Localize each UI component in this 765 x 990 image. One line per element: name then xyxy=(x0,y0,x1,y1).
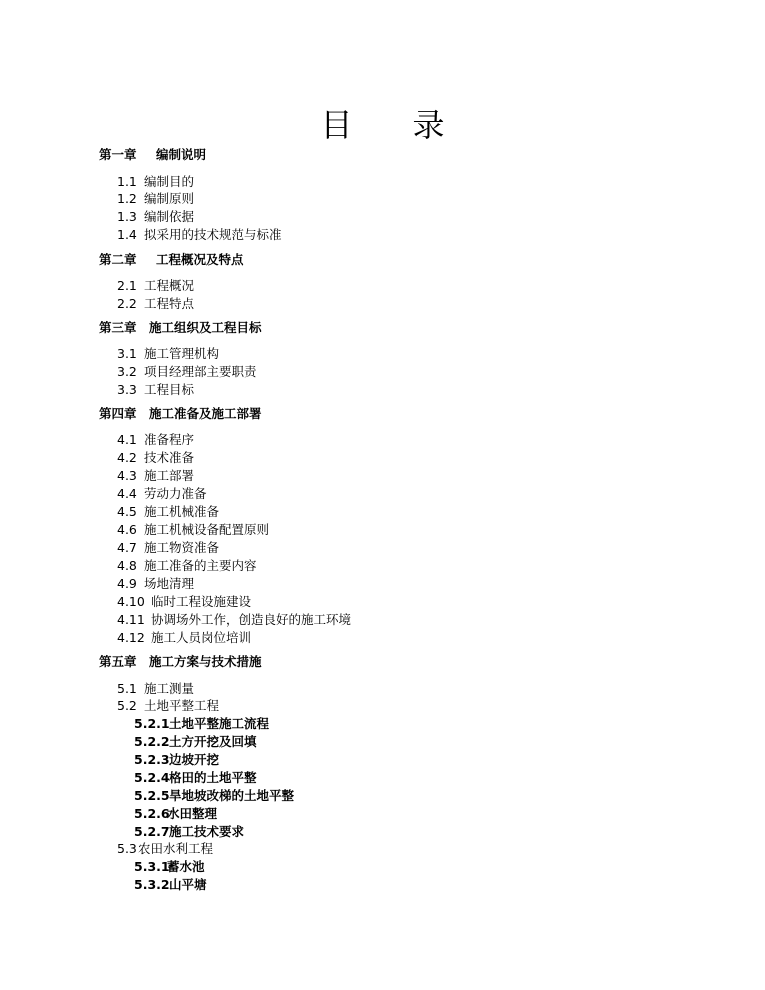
section-number: 4.12 xyxy=(117,630,145,645)
toc-chapter-5[interactable] xyxy=(99,653,262,671)
section-title: 项目经理部主要职责 xyxy=(144,364,257,379)
title-char-2: 录 xyxy=(412,106,445,144)
section-title: 拟采用的技术规范与标准 xyxy=(144,227,282,242)
section-number: 4.1 xyxy=(117,432,137,447)
section-title: 编制依据 xyxy=(144,209,195,224)
title-char-1: 目 xyxy=(320,106,353,144)
chapter-number: 第四章 xyxy=(99,406,137,421)
toc-subsection-5-2-4[interactable] xyxy=(134,769,257,787)
section-title: 施工物资准备 xyxy=(144,540,220,555)
section-title: 工程概况 xyxy=(144,278,195,293)
section-title: 施工部署 xyxy=(144,468,195,483)
toc-section-5-3[interactable] xyxy=(117,840,213,858)
section-number: 1.4 xyxy=(117,227,137,242)
section-number: 1.2 xyxy=(117,191,137,206)
section-title: 施工机械准备 xyxy=(144,504,220,519)
section-title: 土地平整工程 xyxy=(144,698,220,713)
section-title: 施工管理机构 xyxy=(144,346,220,361)
section-title: 场地清理 xyxy=(144,576,195,591)
toc-subsection-5-2-2[interactable] xyxy=(134,733,257,751)
chapter-number: 第二章 xyxy=(99,252,137,267)
section-title: 农田水利工程 xyxy=(138,841,214,856)
subsection-title: 旱地坡改梯的土地平整 xyxy=(169,788,295,803)
section-title: 协调场外工作，创造良好的施工环境 xyxy=(151,612,352,627)
toc-chapter-4[interactable] xyxy=(99,405,262,423)
toc-subsection-5-3-1[interactable] xyxy=(134,858,205,876)
section-number: 4.5 xyxy=(117,504,137,519)
toc-section-4-11[interactable] xyxy=(117,611,351,629)
toc-section-4-5[interactable] xyxy=(117,503,219,521)
section-number: 4.11 xyxy=(117,612,145,627)
section-number: 3.3 xyxy=(117,382,137,397)
subsection-title: 施工技术要求 xyxy=(169,824,245,839)
subsection-number: 5.2.5 xyxy=(134,788,170,803)
subsection-number: 5.3.2 xyxy=(134,877,170,892)
chapter-title: 编制说明 xyxy=(156,147,207,162)
toc-section-3-2[interactable] xyxy=(117,363,257,381)
section-number: 3.2 xyxy=(117,364,137,379)
section-number: 4.2 xyxy=(117,450,137,465)
toc-section-3-1[interactable] xyxy=(117,345,219,363)
section-title: 施工机械设备配置原则 xyxy=(144,522,270,537)
section-title: 编制原则 xyxy=(144,191,195,206)
chapter-number: 第三章 xyxy=(99,320,137,335)
chapter-title: 施工准备及施工部署 xyxy=(149,406,262,421)
section-title: 施工准备的主要内容 xyxy=(144,558,257,573)
subsection-title: 土地平整施工流程 xyxy=(169,716,270,731)
section-number: 1.3 xyxy=(117,209,137,224)
subsection-number: 5.2.3 xyxy=(134,752,170,767)
subsection-title: 水田整理 xyxy=(167,806,218,821)
toc-subsection-5-2-6[interactable] xyxy=(134,805,217,823)
toc-section-4-3[interactable] xyxy=(117,467,194,485)
subsection-title: 格田的土地平整 xyxy=(169,770,257,785)
section-title: 施工人员岗位培训 xyxy=(151,630,252,645)
toc-chapter-3[interactable] xyxy=(99,319,262,337)
toc-subsection-5-3-2[interactable] xyxy=(134,876,207,894)
chapter-title: 施工方案与技术措施 xyxy=(149,654,262,669)
chapter-title: 施工组织及工程目标 xyxy=(149,320,262,335)
toc-section-4-2[interactable] xyxy=(117,449,194,467)
section-title: 技术准备 xyxy=(144,450,195,465)
toc-section-4-9[interactable] xyxy=(117,575,194,593)
toc-section-1-3[interactable] xyxy=(117,208,194,226)
subsection-title: 边坡开挖 xyxy=(169,752,220,767)
section-number: 4.3 xyxy=(117,468,137,483)
subsection-number: 5.2.7 xyxy=(134,824,170,839)
toc-subsection-5-2-1[interactable] xyxy=(134,715,269,733)
toc-section-1-1[interactable] xyxy=(117,173,194,191)
section-title: 临时工程设施建设 xyxy=(151,594,252,609)
section-number: 1.1 xyxy=(117,174,137,189)
subsection-number: 5.3.1 xyxy=(134,859,170,874)
section-title: 编制目的 xyxy=(144,174,195,189)
toc-section-4-6[interactable] xyxy=(117,521,269,539)
toc-section-4-12[interactable] xyxy=(117,629,251,647)
toc-chapter-2[interactable] xyxy=(99,251,244,269)
section-number: 5.2 xyxy=(117,698,137,713)
section-number: 2.2 xyxy=(117,296,137,311)
toc-subsection-5-2-7[interactable] xyxy=(134,823,244,841)
toc-section-4-1[interactable] xyxy=(117,431,194,449)
chapter-title: 工程概况及特点 xyxy=(156,252,244,267)
toc-subsection-5-2-5[interactable] xyxy=(134,787,294,805)
toc-section-3-3[interactable] xyxy=(117,381,194,399)
subsection-number: 5.2.4 xyxy=(134,770,170,785)
section-number: 4.9 xyxy=(117,576,137,591)
section-title: 施工测量 xyxy=(144,681,195,696)
toc-section-2-1[interactable] xyxy=(117,277,194,295)
chapter-number: 第五章 xyxy=(99,654,137,669)
toc-subsection-5-2-3[interactable] xyxy=(134,751,219,769)
section-number: 4.8 xyxy=(117,558,137,573)
toc-section-4-8[interactable] xyxy=(117,557,257,575)
toc-section-4-4[interactable] xyxy=(117,485,207,503)
subsection-number: 5.2.1 xyxy=(134,716,170,731)
section-number: 2.1 xyxy=(117,278,137,293)
section-title: 劳动力准备 xyxy=(144,486,207,501)
toc-section-4-7[interactable] xyxy=(117,539,219,557)
toc-section-1-4[interactable] xyxy=(117,226,282,244)
subsection-number: 5.2.6 xyxy=(134,806,170,821)
section-title: 工程目标 xyxy=(144,382,195,397)
toc-section-2-2[interactable] xyxy=(117,295,194,313)
chapter-number: 第一章 xyxy=(99,147,137,162)
section-number: 5.1 xyxy=(117,681,137,696)
section-number: 3.1 xyxy=(117,346,137,361)
toc-section-5-1[interactable] xyxy=(117,680,194,698)
subsection-number: 5.2.2 xyxy=(134,734,170,749)
section-number: 4.4 xyxy=(117,486,137,501)
section-title: 准备程序 xyxy=(144,432,195,447)
toc-chapter-1[interactable] xyxy=(99,146,206,164)
subsection-title: 山平塘 xyxy=(169,877,207,892)
toc-section-4-10[interactable] xyxy=(117,593,251,611)
toc-section-1-2[interactable] xyxy=(117,190,194,208)
subsection-title: 蓄水池 xyxy=(167,859,205,874)
section-number: 4.6 xyxy=(117,522,137,537)
section-number: 4.7 xyxy=(117,540,137,555)
section-number: 4.10 xyxy=(117,594,145,609)
toc-section-5-2[interactable] xyxy=(117,697,219,715)
section-title: 工程特点 xyxy=(144,296,195,311)
subsection-title: 土方开挖及回填 xyxy=(169,734,257,749)
section-number: 5.3 xyxy=(117,841,137,856)
